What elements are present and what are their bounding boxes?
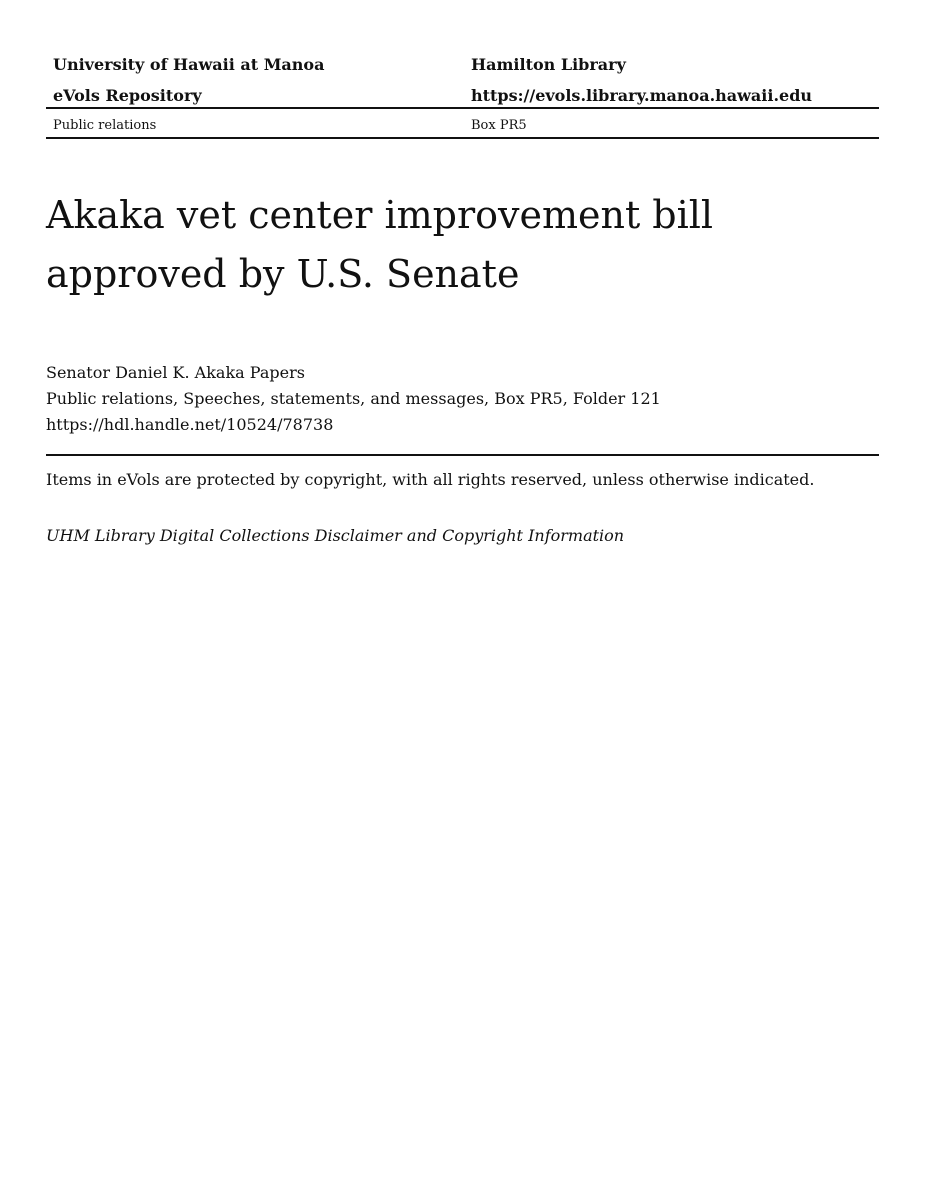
collection-row [46, 117, 879, 137]
handle-link[interactable]: https://hdl.handle.net/10524/78738 [46, 415, 334, 434]
metadata-divider [46, 454, 879, 456]
header-row-institution [46, 54, 879, 85]
document-metadata [46, 360, 879, 438]
institution-name: University of Hawaii at Manoa [53, 55, 325, 74]
collection-name: Senator Daniel K. Akaka Papers [46, 363, 305, 382]
repository-url[interactable]: https://evols.library.manoa.hawaii.edu [471, 86, 813, 105]
copyright-notice: Items in eVols are protected by copyright, with all rights reserved, unless otherwise indicated. [46, 470, 815, 489]
series-path: Public relations, Speeches, statements, and messages, Box PR5, Folder 121 [46, 389, 661, 408]
subheader-divider [46, 137, 879, 139]
header-divider [46, 107, 879, 109]
document-title: Akaka vet center improvement bill approved by U.S. Senate [46, 193, 714, 296]
library-name: Hamilton Library [471, 55, 626, 74]
document-page [46, 0, 879, 1200]
box-label: Box PR5 [471, 118, 527, 133]
header-row-repository [46, 85, 879, 116]
collection-area: Public relations [53, 118, 157, 133]
disclaimer-link[interactable]: UHM Library Digital Collections Disclaimer and Copyright Information [46, 526, 625, 545]
repository-name: eVols Repository [53, 86, 202, 105]
